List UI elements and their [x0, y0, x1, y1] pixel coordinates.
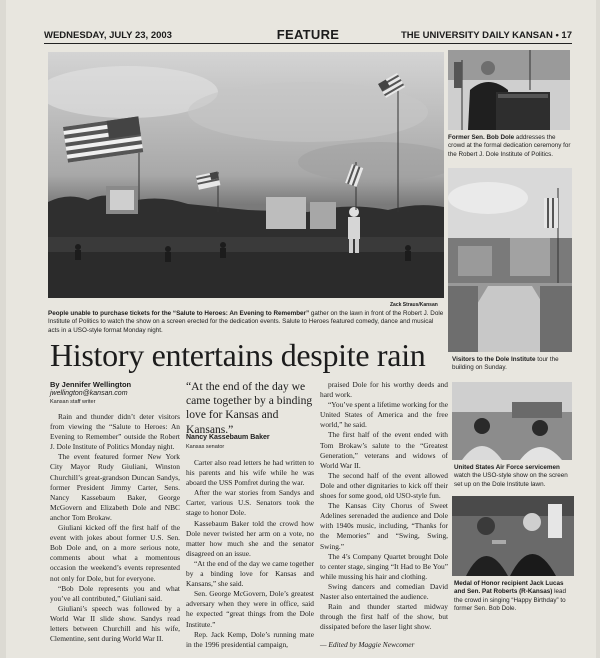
article-column-3	[320, 380, 448, 650]
main-photo-caption	[48, 310, 444, 335]
paragraph: Carter also read letters he had written to his parents and his wife while he was aboard the USS Pomfret during the war.	[186, 458, 314, 488]
pull-quote-name: Nancy Kassebaum Baker	[186, 434, 270, 441]
paragraph: Giuliani’s speech was followed by a World War II slide show. Sandys read letters between Churchill and his wife, Clementine, sent during World War II.	[50, 603, 180, 644]
side-caption-2-lead: Visitors to the Dole Institute	[452, 356, 536, 363]
paragraph: The event featured former New York City Mayor Rudy Giuliani, Winston Churchill’s great-grandson Duncan Sandys, former President Jimmy Carter, Sens. Nancy Kassebaum Baker, George McGovern and Elizabeth Dole and NBC anchor Tom Brokaw.	[50, 452, 180, 522]
paragraph: Rain and thunder didn’t deter visitors from viewing the “Salute to Heroes: An Evening to Remember” outside the Robert J. Dole Institute of Politics Monday night.	[50, 412, 180, 452]
paragraph: Sen. George McGovern, Dole’s greatest adversary when they were in office, said he expected “great things from the Dole Institute.”	[186, 589, 314, 629]
paragraph: The 4’s Company Quartet brought Dole to center stage, singing “It Had to Be You” while mussing his hair and clothing.	[320, 551, 448, 581]
side-caption-1-text: addresses the crowd at the formal dedication ceremony for the Robert J. Dole Institute of Politics.	[448, 134, 571, 158]
side-photo-dole	[448, 50, 570, 130]
main-photo-image	[48, 52, 444, 298]
page-header	[44, 28, 572, 44]
byline-name: By Jennifer Wellington	[50, 380, 132, 389]
main-caption-lead: People unable to purchase tickets for the “Salute to Heroes: An Evening to Remember”	[48, 310, 310, 317]
side-caption-4-lead: Medal of Honor recipient Jack Lucas and Sen. Pat Roberts (R-Kansas)	[454, 580, 564, 596]
pull-quote-role: Kansas senator	[186, 444, 225, 450]
paper-name: THE UNIVERSITY DAILY KANSAN • 17	[400, 30, 572, 41]
side-photo-building	[448, 168, 572, 352]
newspaper-page	[6, 0, 596, 658]
main-photo	[48, 52, 444, 298]
paragraph: Rain and thunder started midway through the first half of the show, but dissipated before the laser light show.	[320, 602, 448, 632]
paragraph: Giuliani kicked off the first half of the event with jokes about former U.S. Sen. Bob Dole and, on a more serious note, comments about what a momentous occasion the weekend’s events represented not only for Dole, but for everyone.	[50, 523, 180, 583]
byline-role: Kansan staff writer	[50, 399, 96, 405]
paragraph: Kassebaum Baker told the crowd how Dole never twisted her arm on a vote, no matter how much she and the senator disagreed on an issue.	[186, 518, 314, 558]
editor-credit: — Edited by Maggie Newcomer	[320, 640, 415, 650]
side-caption-3-lead: United States Air Force servicemen	[454, 464, 560, 471]
paragraph: The Kansas City Chorus of Sweet Adelines serenaded the audience and Dole with 1940s music, including, “Thanks for the Memories” and “Swing, Swing, Swing.”	[320, 501, 448, 551]
side-caption-4	[454, 580, 576, 614]
side-caption-2	[452, 356, 574, 373]
side-photo-servicemen	[452, 382, 572, 460]
article-column-1	[50, 412, 180, 644]
paragraph: praised Dole for his worthy deeds and hard work.	[320, 380, 448, 400]
pull-quote: “At the end of the day we came together by a binding love for Kansas and Kansans.”	[186, 380, 313, 436]
side-caption-2-text: tour the building on Sunday.	[452, 356, 559, 372]
side-caption-3-text: watch the USO-style show on the screen set up on the Dole Institute lawn.	[454, 472, 568, 488]
paragraph: After the war stories from Sandys and Carter, various U.S. Senators took the stage to honor Dole.	[186, 488, 314, 518]
paragraph: Swing dancers and comedian David Naster also entertained the audience.	[320, 581, 448, 601]
article-headline: History entertains despite rain	[50, 337, 426, 373]
paragraph: The first half of the event ended with Tom Brokaw’s salute to the “Greatest Generation,” veterans and widows of World War II.	[320, 430, 448, 470]
header-date: WEDNESDAY, JULY 23, 2003	[44, 30, 172, 41]
main-caption-text: gather on the lawn in front of the Robert J. Dole Institute of Politics to watch the show on a screen erected for the dedication events. Salute to Heroes featured comedy, dance and musical acts in a USO-style format Monday night.	[48, 310, 444, 334]
paragraph: “Bob Dole represents you and what you’ve all contributed,” Giuliani said.	[50, 583, 180, 603]
paragraph: “At the end of the day we came together by a binding love for Kansas and Kansans,” she said.	[186, 558, 314, 589]
side-caption-1-lead: Former Sen. Bob Dole	[448, 134, 515, 141]
side-caption-3	[454, 464, 576, 489]
byline-email[interactable]: jwellington@kansan.com	[50, 390, 128, 397]
photo-credit: Zack Straus/Kansan	[390, 302, 438, 308]
side-photo-medal	[452, 496, 574, 576]
paragraph: “You’ve spent a lifetime working for the United States of America and the free world,” he said.	[320, 400, 448, 430]
article-column-2	[186, 458, 314, 650]
paragraph: The second half of the event allowed Dole and other dignitaries to kick off their shoes for some good, old USO-style fun.	[320, 470, 448, 501]
side-caption-1	[448, 134, 572, 159]
side-caption-4-text: lead the crowd in singing “Happy Birthday” to former Sen. Bob Dole.	[454, 588, 566, 613]
paragraph: Rep. Jack Kemp, Dole’s running mate in the 1996 presidential campaign,	[186, 629, 314, 649]
section-title: FEATURE	[276, 27, 340, 42]
